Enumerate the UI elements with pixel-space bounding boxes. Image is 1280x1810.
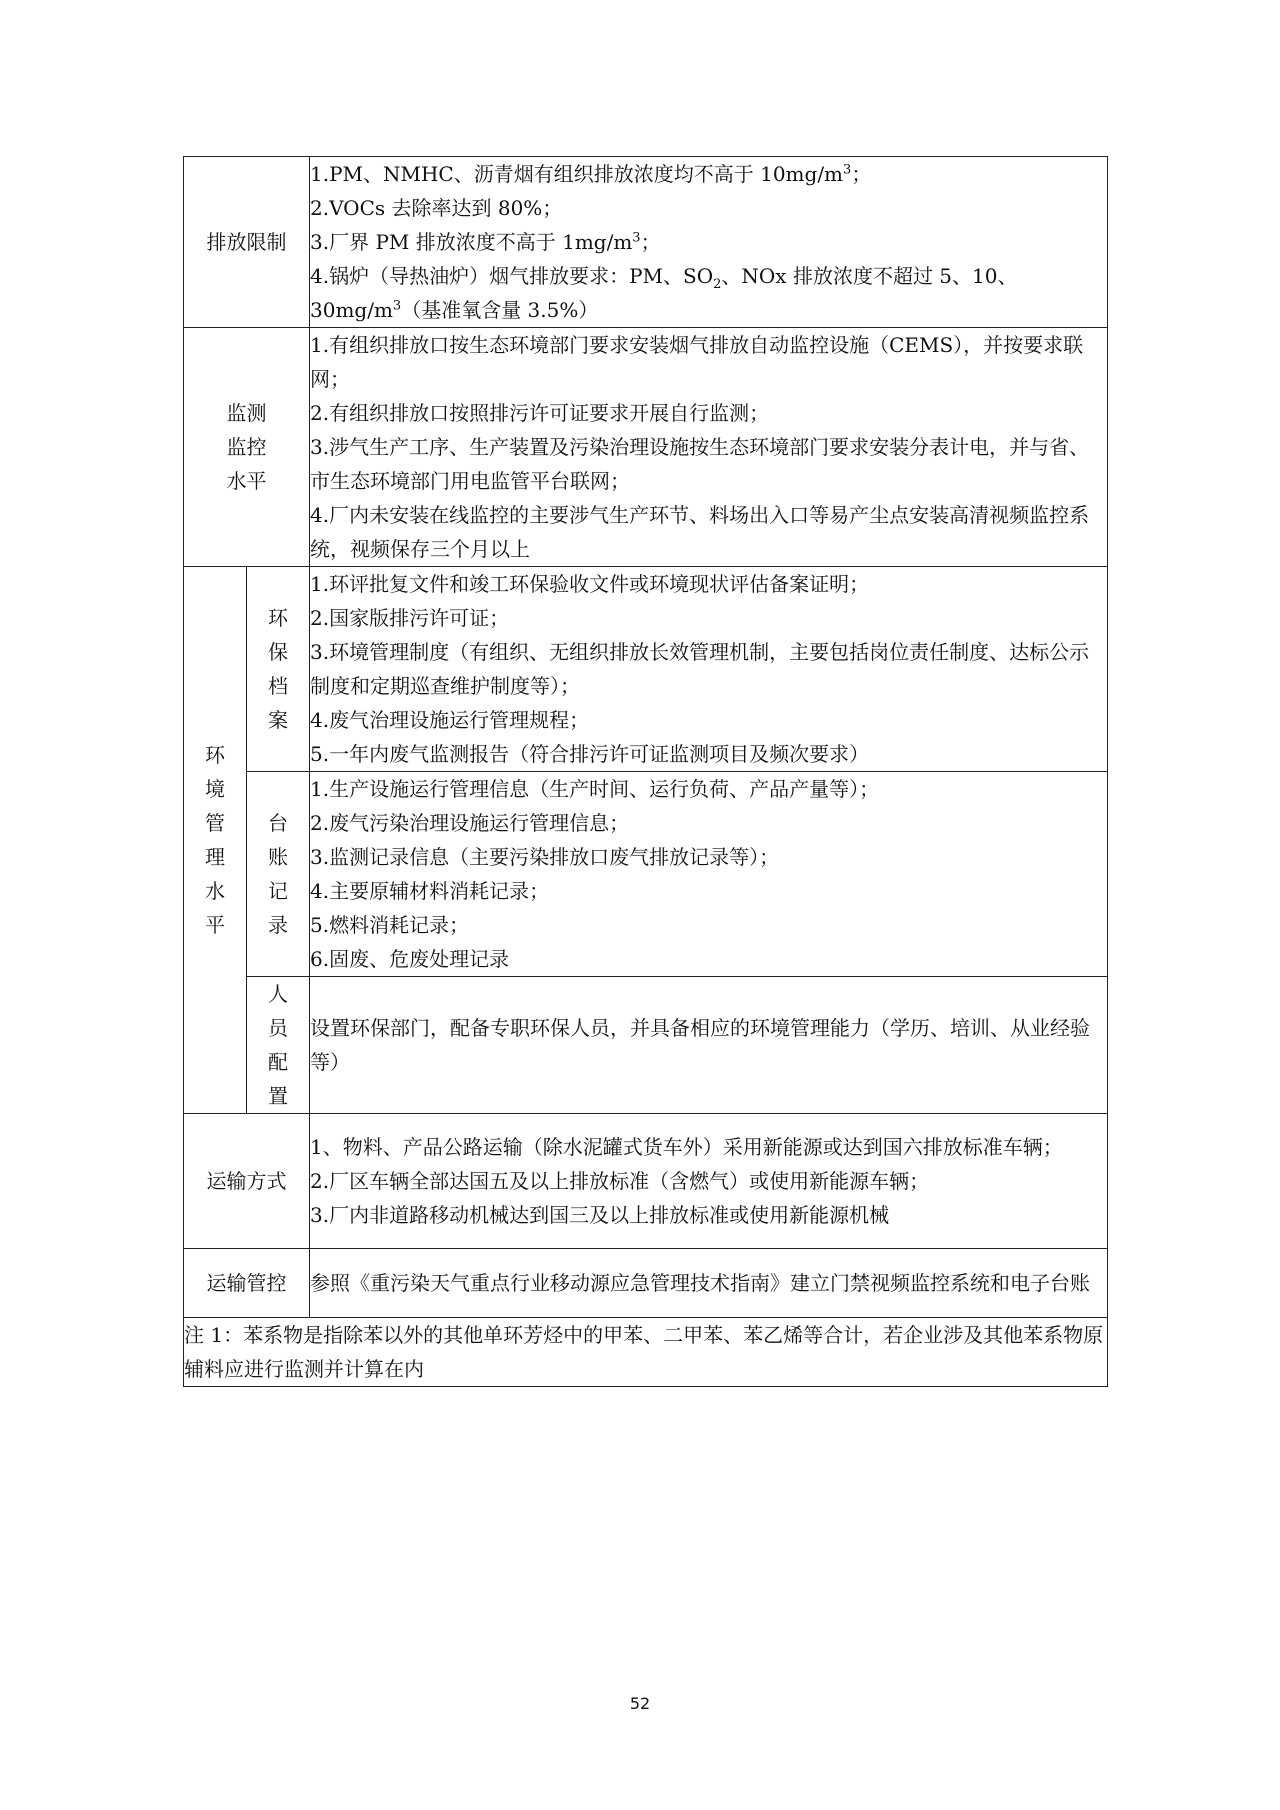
monitoring-item: 4.厂内未安装在线监控的主要涉气生产环节、料场出入口等易产尘点安装高清视频监控系统，视频保存三个月以上 bbox=[310, 503, 1090, 561]
row-emission-limits bbox=[184, 157, 1108, 328]
transport-mode-label: 运输方式 bbox=[184, 1114, 310, 1249]
ledger-item: 3.监测记录信息（主要污染排放口废气排放记录等）； bbox=[310, 845, 780, 869]
row-note bbox=[184, 1318, 1108, 1387]
monitoring-item: 2.有组织排放口按照排污许可证要求开展自行监测； bbox=[310, 401, 770, 425]
archives-item: 1.环评批复文件和竣工环保验收文件或环境现状评估备案证明； bbox=[310, 572, 870, 596]
monitoring-content bbox=[310, 328, 1108, 567]
emission-limits-label: 排放限制 bbox=[184, 157, 310, 328]
staff-label: 人 员 配 置 bbox=[247, 977, 310, 1114]
emission-limits-content bbox=[310, 157, 1108, 328]
transport-mode-item: 1、物料、产品公路运输（除水泥罐式货车外）采用新能源或达到国六排放标准车辆； bbox=[310, 1135, 1063, 1159]
transport-control-content: 参照《重污染天气重点行业移动源应急管理技术指南》建立门禁视频监控系统和电子台账 bbox=[310, 1249, 1108, 1318]
emission-line: 3.厂界 PM 排放浓度不高于 $1mg/m^3$； bbox=[310, 230, 661, 254]
emission-line: 1.PM、NMHC、沥青烟有组织排放浓度均不高于 $10mg/m^3$； bbox=[310, 162, 872, 186]
env-mgmt-label: 环 境 管 理 水 平 bbox=[184, 567, 247, 1114]
transport-mode-content bbox=[310, 1114, 1108, 1249]
row-transport-mode bbox=[184, 1114, 1108, 1249]
monitoring-item: 1.有组织排放口按生态环境部门要求安装烟气排放自动监控设施（CEMS），并按要求联网； bbox=[310, 333, 1084, 391]
ledger-item: 2.废气污染治理设施运行管理信息； bbox=[310, 811, 630, 835]
transport-mode-item: 3.厂内非道路移动机械达到国三及以上排放标准或使用新能源机械 bbox=[310, 1203, 890, 1227]
ledger-item: 6.固废、危废处理记录 bbox=[310, 947, 510, 971]
archives-item: 2.国家版排污许可证； bbox=[310, 606, 510, 630]
row-transport-control bbox=[184, 1249, 1108, 1318]
monitoring-item: 3.涉气生产工序、生产装置及污染治理设施按生态环境部门要求安装分表计电，并与省、市生态环境部门用电监管平台联网； bbox=[310, 435, 1090, 493]
table-note: 注 1：苯系物是指除苯以外的其他单环芳烃中的甲苯、二甲苯、苯乙烯等合计，若企业涉及其他苯系物原辅料应进行监测并计算在内 bbox=[184, 1318, 1108, 1387]
page-number: 52 bbox=[629, 1694, 651, 1713]
row-env-ledger bbox=[184, 772, 1108, 977]
ledger-item: 1.生产设施运行管理信息（生产时间、运行负荷、产品产量等）； bbox=[310, 777, 880, 801]
ledger-label: 台 账 记 录 bbox=[247, 772, 310, 977]
row-monitoring bbox=[184, 328, 1108, 567]
staff-content: 设置环保部门，配备专职环保人员，并具备相应的环境管理能力（学历、培训、从业经验等） bbox=[310, 977, 1108, 1114]
emission-line: 4.锅炉（导热油炉）烟气排放要求：PM、$SO_2$、NOx 排放浓度不超过 5、10、 bbox=[310, 264, 1018, 292]
archives-item: 4.废气治理设施运行管理规程； bbox=[310, 708, 590, 732]
emission-line: 2.VOCs 去除率达到 80%； bbox=[310, 196, 563, 220]
transport-mode-item: 2.厂区车辆全部达国五及以上排放标准（含燃气）或使用新能源车辆； bbox=[310, 1169, 930, 1193]
row-env-staff bbox=[184, 977, 1108, 1114]
ledger-content bbox=[310, 772, 1108, 977]
archives-content bbox=[310, 567, 1108, 772]
archives-label: 环 保 档 案 bbox=[247, 567, 310, 772]
requirements-table bbox=[183, 156, 1108, 1387]
archives-item: 5.一年内废气监测报告（符合排污许可证监测项目及频次要求） bbox=[310, 742, 870, 766]
row-env-archives bbox=[184, 567, 1108, 772]
archives-item: 3.环境管理制度（有组织、无组织排放长效管理机制，主要包括岗位责任制度、达标公示制度和定期巡查维护制度等）； bbox=[310, 640, 1090, 698]
transport-control-label: 运输管控 bbox=[184, 1249, 310, 1318]
monitoring-label: 监测监控水平 bbox=[184, 328, 310, 567]
ledger-item: 4.主要原辅材料消耗记录； bbox=[310, 879, 550, 903]
ledger-item: 5.燃料消耗记录； bbox=[310, 913, 470, 937]
emission-line: $30mg/m^3$（基准氧含量 3.5%） bbox=[310, 298, 599, 322]
